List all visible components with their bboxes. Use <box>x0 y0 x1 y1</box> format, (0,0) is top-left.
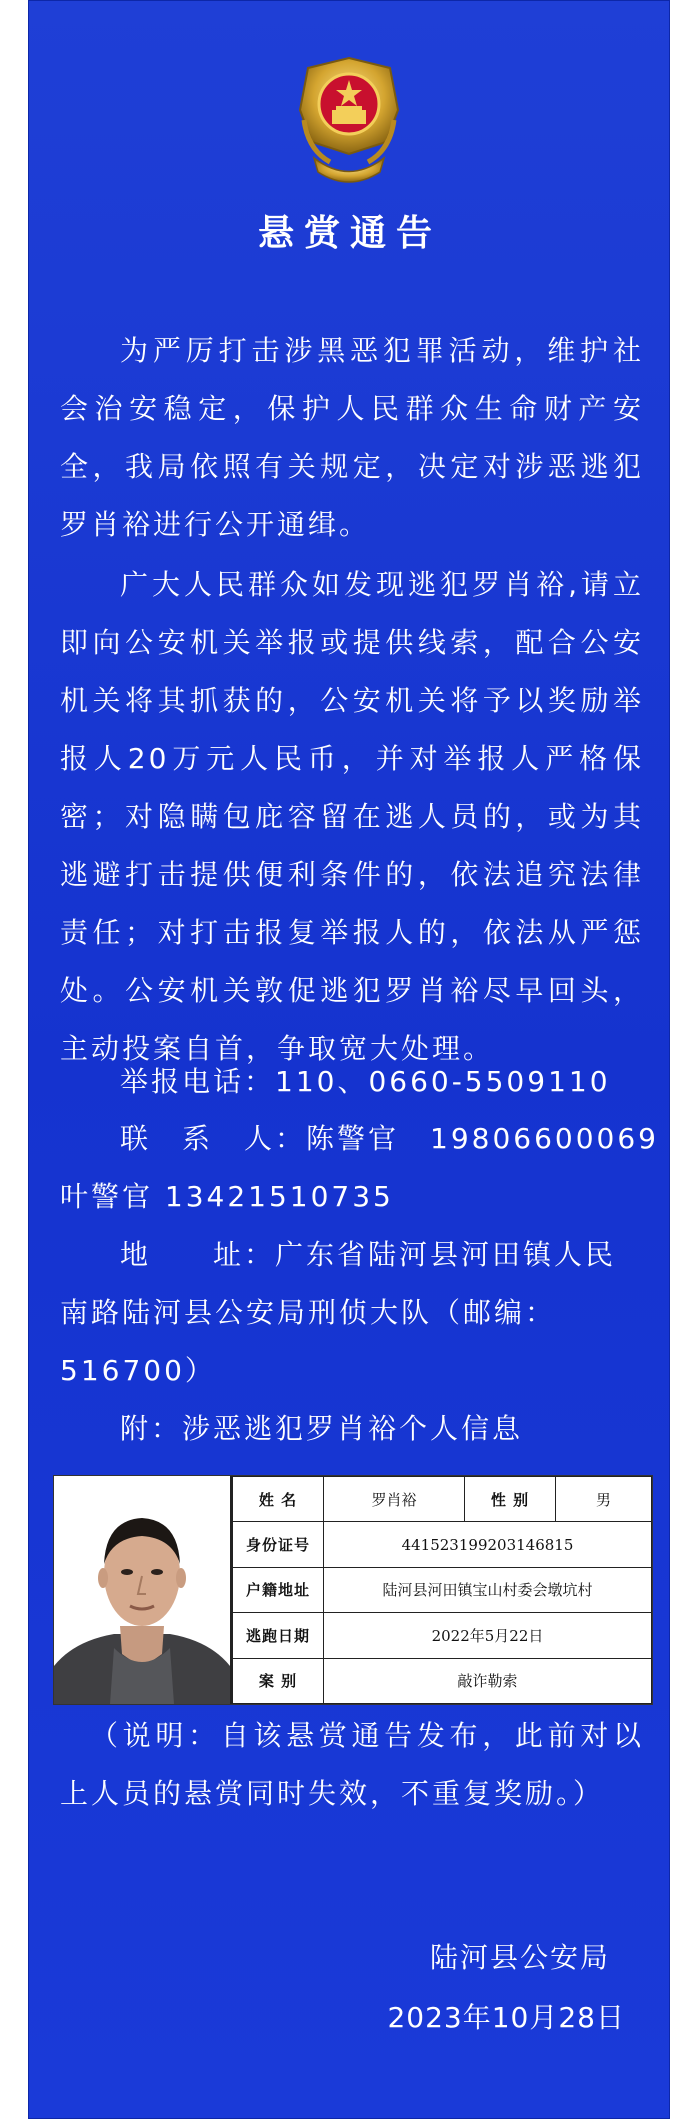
case-value: 敲诈勒索 <box>324 1658 652 1703</box>
id-label: 身份证号 <box>233 1522 324 1567</box>
suspect-photo <box>54 1476 232 1704</box>
address-line-1: 地 址：广东省陆河县河田镇人民 <box>120 1238 617 1271</box>
table-row <box>233 1477 652 1522</box>
table-row <box>233 1613 652 1658</box>
attachment-line: 附：涉恶逃犯罗肖裕个人信息 <box>120 1412 524 1445</box>
notice-title: 悬赏通告 <box>257 213 442 254</box>
address-line-3: 516700） <box>60 1354 216 1387</box>
address-line-2: 南路陆河县公安局刑侦大队（邮编： <box>60 1296 557 1329</box>
hukou-value: 陆河县河田镇宝山村委会墩坑村 <box>324 1567 652 1612</box>
hotline-line: 举报电话：110、0660-5509110 <box>120 1065 611 1098</box>
police-emblem-icon <box>290 50 408 190</box>
flee-date-label: 逃跑日期 <box>233 1613 324 1658</box>
table-row <box>233 1567 652 1612</box>
suspect-info-table <box>232 1476 652 1704</box>
id-value: 441523199203146815 <box>324 1522 652 1567</box>
contact-person-line: 联 系 人：陈警官 19806600069 <box>120 1122 659 1155</box>
issue-date: 2023年10月28日 <box>387 2001 625 2034</box>
table-row <box>233 1658 652 1703</box>
name-value: 罗肖裕 <box>324 1477 465 1522</box>
table-row <box>233 1522 652 1567</box>
gender-label: 性 别 <box>465 1477 556 1522</box>
gender-value: 男 <box>556 1477 652 1522</box>
hukou-label: 户籍地址 <box>233 1567 324 1612</box>
name-label: 姓 名 <box>233 1477 324 1522</box>
flee-date-value: 2022年5月22日 <box>324 1613 652 1658</box>
case-label: 案 别 <box>233 1658 324 1703</box>
paragraph-reward: 广大人民群众如发现逃犯罗肖裕,请立即向公安机关举报或提供线索，配合公安机关将其抓获的，公安机关将予以奖励举报人20万元人民币，并对举报人严格保密；对隐瞒包庇容留在逃人员的，或为其逃避打击提供便利条件的，依法追究法律责任；对打击报复举报人的，依法从严惩处。公安机关敦促逃犯罗肖裕尽早回头，主动投案自首，争取宽大处理。 <box>60 568 644 1065</box>
disclaimer-note: （说明：自该悬赏通告发布，此前对以上人员的悬赏同时失效，不重复奖励。） <box>60 1719 644 1810</box>
paragraph-intro: 为严厉打击涉黑恶犯罪活动，维护社会治安稳定，保护人民群众生命财产安全，我局依照有关规定，决定对涉恶逃犯罗肖裕进行公开通缉。 <box>60 334 644 541</box>
suspect-info-card <box>53 1475 653 1705</box>
contact-person-line-2: 叶警官 13421510735 <box>60 1180 394 1213</box>
suspect-portrait-icon <box>54 1476 230 1704</box>
issuing-agency: 陆河县公安局 <box>429 1941 610 1974</box>
